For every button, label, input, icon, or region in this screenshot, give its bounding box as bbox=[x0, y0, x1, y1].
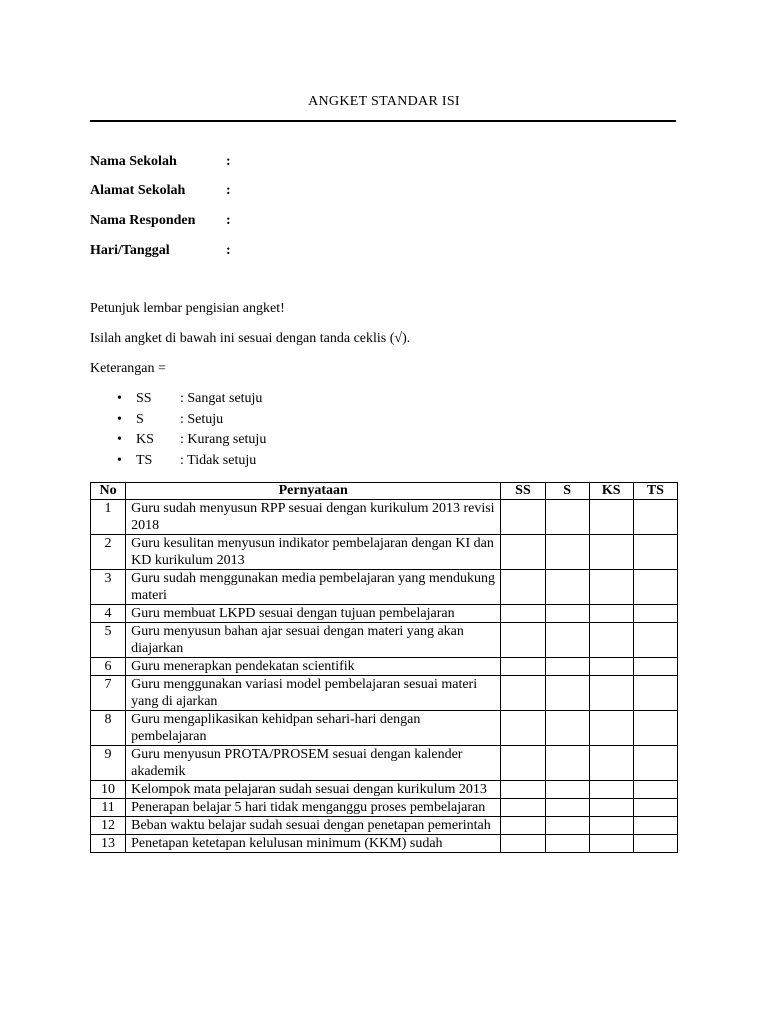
answer-cell-ks[interactable] bbox=[589, 781, 633, 799]
table-row bbox=[91, 570, 678, 605]
legend-code: KS bbox=[136, 432, 154, 447]
field-label: Nama Responden bbox=[90, 213, 196, 228]
table-row bbox=[91, 746, 678, 781]
field-label: Nama Sekolah bbox=[90, 154, 177, 169]
answer-cell-ts[interactable] bbox=[633, 711, 677, 746]
answer-cell-ts[interactable] bbox=[633, 605, 677, 623]
answer-cell-ks[interactable] bbox=[589, 570, 633, 605]
answer-cell-ks[interactable] bbox=[589, 605, 633, 623]
row-statement: Kelompok mata pelajaran sudah sesuai dengan kurikulum 2013 bbox=[126, 781, 501, 799]
table-row bbox=[91, 711, 678, 746]
row-number: 3 bbox=[91, 570, 126, 605]
bullet-icon: • bbox=[117, 412, 122, 427]
legend-desc: : Setuju bbox=[180, 412, 224, 427]
row-statement: Beban waktu belajar sudah sesuai dengan penetapan pemerintah bbox=[126, 817, 501, 835]
row-number: 1 bbox=[91, 500, 126, 535]
header-ts: TS bbox=[633, 483, 677, 500]
legend-code: TS bbox=[136, 453, 153, 468]
answer-cell-ts[interactable] bbox=[633, 799, 677, 817]
field-hari-tanggal bbox=[90, 243, 231, 259]
answer-cell-s[interactable] bbox=[545, 799, 589, 817]
row-number: 6 bbox=[91, 658, 126, 676]
field-nama-responden bbox=[90, 213, 231, 229]
answer-cell-ks[interactable] bbox=[589, 817, 633, 835]
legend-desc: : Tidak setuju bbox=[180, 453, 257, 468]
answer-cell-ks[interactable] bbox=[589, 746, 633, 781]
answer-cell-ss[interactable] bbox=[501, 570, 545, 605]
row-statement: Guru menggunakan variasi model pembelajaran sesuai materi yang di ajarkan bbox=[126, 676, 501, 711]
answer-cell-ss[interactable] bbox=[501, 781, 545, 799]
title-divider bbox=[90, 120, 676, 122]
row-number: 13 bbox=[91, 835, 126, 853]
answer-cell-ts[interactable] bbox=[633, 623, 677, 658]
answer-cell-ss[interactable] bbox=[501, 500, 545, 535]
header-ks: KS bbox=[589, 483, 633, 500]
header-pernyataan: Pernyataan bbox=[126, 483, 501, 500]
answer-cell-s[interactable] bbox=[545, 623, 589, 658]
row-number: 4 bbox=[91, 605, 126, 623]
table-row bbox=[91, 500, 678, 535]
table-row bbox=[91, 623, 678, 658]
table-row bbox=[91, 781, 678, 799]
table-row bbox=[91, 605, 678, 623]
answer-cell-ks[interactable] bbox=[589, 676, 633, 711]
answer-cell-ts[interactable] bbox=[633, 835, 677, 853]
answer-cell-ss[interactable] bbox=[501, 799, 545, 817]
answer-cell-s[interactable] bbox=[545, 817, 589, 835]
table-header-row bbox=[91, 483, 678, 500]
answer-cell-ss[interactable] bbox=[501, 711, 545, 746]
answer-cell-ks[interactable] bbox=[589, 535, 633, 570]
answer-cell-s[interactable] bbox=[545, 500, 589, 535]
table-row bbox=[91, 799, 678, 817]
field-colon: : bbox=[226, 183, 231, 198]
answer-cell-ss[interactable] bbox=[501, 605, 545, 623]
row-number: 10 bbox=[91, 781, 126, 799]
answer-cell-ss[interactable] bbox=[501, 658, 545, 676]
instructions-line: Isilah angket di bawah ini sesuai dengan tanda ceklis (√). bbox=[90, 331, 411, 346]
answer-cell-ss[interactable] bbox=[501, 746, 545, 781]
answer-cell-s[interactable] bbox=[545, 676, 589, 711]
bullet-icon: • bbox=[117, 453, 122, 468]
row-statement: Guru sudah menyusun RPP sesuai dengan kurikulum 2013 revisi 2018 bbox=[126, 500, 501, 535]
answer-cell-s[interactable] bbox=[545, 746, 589, 781]
row-statement: Guru menyusun bahan ajar sesuai dengan materi yang akan diajarkan bbox=[126, 623, 501, 658]
row-number: 12 bbox=[91, 817, 126, 835]
row-statement: Guru mengaplikasikan kehidpan sehari-hari dengan pembelajaran bbox=[126, 711, 501, 746]
field-label: Alamat Sekolah bbox=[90, 183, 186, 198]
row-number: 11 bbox=[91, 799, 126, 817]
answer-cell-s[interactable] bbox=[545, 711, 589, 746]
header-no: No bbox=[91, 483, 126, 500]
document-title: ANGKET STANDAR ISI bbox=[308, 94, 460, 109]
answer-cell-ss[interactable] bbox=[501, 535, 545, 570]
field-label: Hari/Tanggal bbox=[90, 243, 170, 258]
table-row bbox=[91, 535, 678, 570]
legend-desc: : Kurang setuju bbox=[180, 432, 267, 447]
answer-cell-s[interactable] bbox=[545, 535, 589, 570]
row-statement: Guru membuat LKPD sesuai dengan tujuan pembelajaran bbox=[126, 605, 501, 623]
table-row bbox=[91, 658, 678, 676]
row-statement: Penetapan ketetapan kelulusan minimum (KKM) sudah bbox=[126, 835, 501, 853]
row-number: 2 bbox=[91, 535, 126, 570]
answer-cell-s[interactable] bbox=[545, 658, 589, 676]
answer-cell-ts[interactable] bbox=[633, 746, 677, 781]
survey-table bbox=[90, 482, 678, 853]
answer-cell-ss[interactable] bbox=[501, 835, 545, 853]
field-colon: : bbox=[226, 243, 231, 258]
keterangan-label: Keterangan = bbox=[90, 361, 166, 376]
row-number: 7 bbox=[91, 676, 126, 711]
row-number: 5 bbox=[91, 623, 126, 658]
answer-cell-ss[interactable] bbox=[501, 623, 545, 658]
answer-cell-ks[interactable] bbox=[589, 500, 633, 535]
answer-cell-ts[interactable] bbox=[633, 658, 677, 676]
table-row bbox=[91, 817, 678, 835]
table-row bbox=[91, 835, 678, 853]
answer-cell-ks[interactable] bbox=[589, 835, 633, 853]
field-alamat-sekolah bbox=[90, 183, 231, 199]
header-s: S bbox=[545, 483, 589, 500]
answer-cell-ss[interactable] bbox=[501, 817, 545, 835]
legend-desc: : Sangat setuju bbox=[180, 391, 263, 406]
answer-cell-ss[interactable] bbox=[501, 676, 545, 711]
row-number: 9 bbox=[91, 746, 126, 781]
answer-cell-ks[interactable] bbox=[589, 711, 633, 746]
instructions-heading: Petunjuk lembar pengisian angket! bbox=[90, 301, 285, 316]
legend-code: S bbox=[136, 412, 144, 427]
answer-cell-ks[interactable] bbox=[589, 623, 633, 658]
answer-cell-ts[interactable] bbox=[633, 676, 677, 711]
field-colon: : bbox=[226, 213, 231, 228]
legend-code: SS bbox=[136, 391, 152, 406]
answer-cell-ts[interactable] bbox=[633, 500, 677, 535]
answer-cell-ts[interactable] bbox=[633, 781, 677, 799]
answer-cell-ts[interactable] bbox=[633, 535, 677, 570]
answer-cell-s[interactable] bbox=[545, 781, 589, 799]
row-statement: Guru sudah menggunakan media pembelajaran yang mendukung materi bbox=[126, 570, 501, 605]
table-row bbox=[91, 676, 678, 711]
header-ss: SS bbox=[501, 483, 545, 500]
bullet-icon: • bbox=[117, 391, 122, 406]
bullet-icon: • bbox=[117, 432, 122, 447]
field-colon: : bbox=[226, 154, 231, 169]
row-number: 8 bbox=[91, 711, 126, 746]
answer-cell-s[interactable] bbox=[545, 835, 589, 853]
answer-cell-s[interactable] bbox=[545, 570, 589, 605]
row-statement: Penerapan belajar 5 hari tidak menganggu proses pembelajaran bbox=[126, 799, 501, 817]
answer-cell-s[interactable] bbox=[545, 605, 589, 623]
row-statement: Guru kesulitan menyusun indikator pembelajaran dengan KI dan KD kurikulum 2013 bbox=[126, 535, 501, 570]
answer-cell-ks[interactable] bbox=[589, 799, 633, 817]
answer-cell-ks[interactable] bbox=[589, 658, 633, 676]
answer-cell-ts[interactable] bbox=[633, 817, 677, 835]
field-nama-sekolah bbox=[90, 154, 231, 170]
answer-cell-ts[interactable] bbox=[633, 570, 677, 605]
row-statement: Guru menyusun PROTA/PROSEM sesuai dengan kalender akademik bbox=[126, 746, 501, 781]
row-statement: Guru menerapkan pendekatan scientifik bbox=[126, 658, 501, 676]
